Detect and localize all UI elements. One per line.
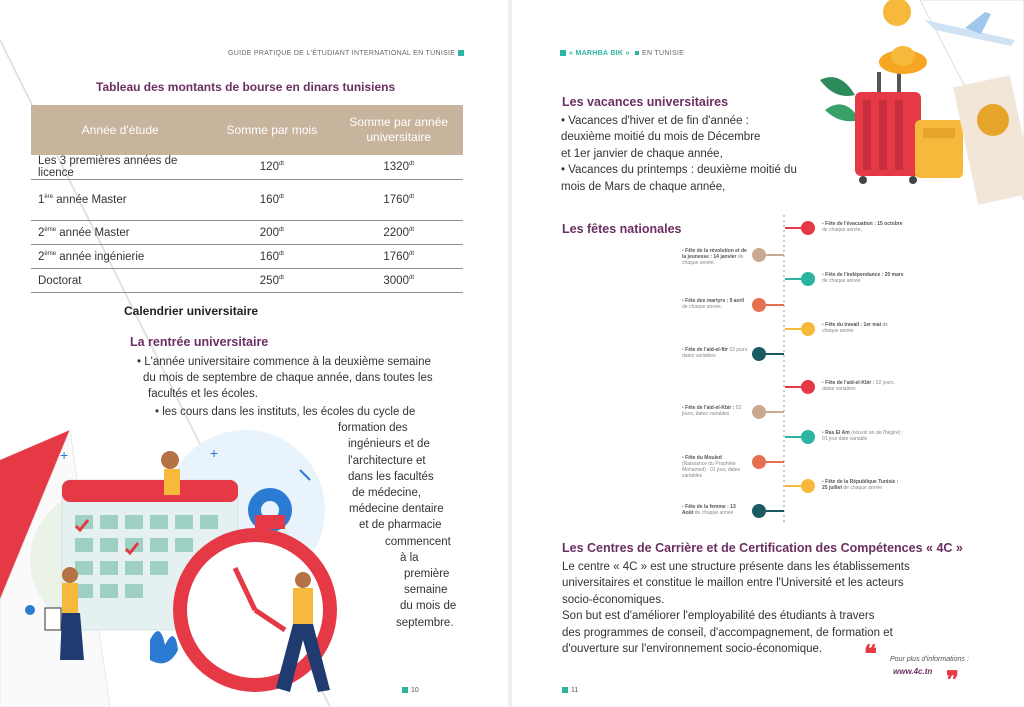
table-row: [31, 155, 463, 180]
holidays-timeline: [670, 215, 910, 525]
timeline-connector: [766, 254, 784, 256]
vacances-title: Les vacances universitaires: [562, 95, 729, 109]
timeline-entry: • Fête de l'évacuation : 15 octobre de chaque année,: [822, 221, 903, 233]
timeline-entry: • Fête de la femme : 13 Août de chaque année: [682, 504, 736, 516]
calendar-title: Calendrier universitaire: [124, 304, 259, 318]
table-cell-month: $200^{dt}$: [209, 221, 334, 245]
page-number-left: 10: [399, 687, 419, 694]
table-row: [31, 180, 463, 221]
vacances-line: deuxième moitié du mois de Décembre: [561, 131, 761, 144]
table-cell-year: 1ère année Master: [31, 180, 209, 221]
table-cell-annual: $1320^{dt}$: [334, 155, 463, 180]
cours-line: septembre.: [396, 616, 454, 629]
centres-line: d'ouverture sur l'environnement socio-économique.: [562, 643, 823, 656]
timeline-connector: [766, 510, 784, 512]
svg-text:+: +: [210, 445, 219, 461]
timeline-entry: • Fête de l'indépendance : 20 mars de chaque année: [822, 272, 904, 284]
timeline-dot: [752, 504, 766, 518]
centres-title: Les Centres de Carrière et de Certification des Compétences « 4C »: [562, 541, 963, 555]
header-square-icon: [560, 50, 566, 56]
timeline-connector: [785, 386, 803, 388]
cours-line: première: [404, 568, 450, 581]
vacances-line: mois de Mars de chaque année,: [561, 180, 726, 193]
quote-close-icon: ❞: [946, 665, 959, 694]
table-title: Tableau des montants de bourse en dinars tunisiens: [96, 80, 396, 94]
table-cell-year: 2ème année ingénierie: [31, 245, 209, 269]
timeline-connector: [766, 461, 784, 463]
info-label: Pour plus d'informations :: [890, 656, 969, 663]
cours-line: du mois de: [400, 600, 457, 613]
timeline-dot: [752, 347, 766, 361]
page-square-icon: [402, 687, 408, 693]
header-brand: « MARHBA BIK »: [569, 50, 630, 57]
timeline-entry: • Fête de la révolution et de la jeunesse : 14 janvier de chaque année,: [682, 248, 747, 266]
timeline-dot: [752, 405, 766, 419]
timeline-connector: [785, 227, 803, 229]
centres-line: Le centre « 4C » est une structure présente dans les établissements: [562, 561, 910, 573]
cours-line: ingénieurs et de: [348, 438, 430, 451]
rentree-line: du mois de septembre de chaque année, dans toutes les: [143, 372, 433, 385]
header-square-icon: [458, 50, 464, 56]
table-header-month: Somme par mois: [209, 105, 334, 155]
timeline-entry: • Fête de l'aid-el-Kbir : 02 jours, dates variables: [822, 380, 895, 392]
timeline-entry: • Fête de l'aid-el-fitr 03 jours dates variables: [682, 347, 748, 359]
scholarship-table: [31, 105, 463, 293]
fetes-title: Les fêtes nationales: [562, 222, 682, 236]
quote-open-icon: ❝: [864, 639, 877, 668]
header-left: GUIDE PRATIQUE DE L'ÉTUDIANT INTERNATIONAL EN TUNISIE: [228, 50, 468, 57]
vacances-line: • Vacances d'hiver et de fin d'année :: [561, 115, 749, 127]
rentree-text: [137, 354, 477, 403]
timeline-dot: [752, 248, 766, 262]
timeline-dot: [801, 272, 815, 286]
cours-line: semaine: [404, 584, 448, 597]
page-square-icon: [562, 687, 568, 693]
table-row: [31, 245, 463, 269]
cours-line: médecine dentaire: [349, 503, 444, 516]
table-row: [31, 221, 463, 245]
cours-line: • les cours dans les instituts, les écoles du cycle de: [155, 406, 416, 418]
table-row: [31, 269, 463, 293]
cours-line: à la: [400, 551, 419, 564]
timeline-entry: • Fête des martyrs : 9 avril de chaque année,: [682, 298, 745, 310]
timeline-connector: [766, 353, 784, 355]
table-cell-year: Doctorat: [31, 269, 209, 293]
timeline-connector: [766, 411, 784, 413]
table-cell-month: $160^{dt}$: [209, 180, 334, 221]
cours-line: commencent: [385, 535, 451, 548]
timeline-connector: [785, 436, 803, 438]
timeline-connector: [766, 304, 784, 306]
cours-line: formation des: [338, 422, 408, 435]
vacances-line: • Vacances du printemps : deuxième moitié du: [561, 164, 797, 177]
cours-line: de médecine,: [352, 487, 422, 500]
table-cell-month: $250^{dt}$: [209, 269, 334, 293]
table-cell-annual: $3000^{dt}$: [334, 269, 463, 293]
cours-line: dans les facultés: [348, 470, 434, 483]
svg-text:+: +: [60, 447, 69, 463]
cours-line: l'architecture et: [348, 454, 426, 467]
cours-text: [0, 404, 470, 631]
timeline-dot: [801, 380, 815, 394]
table-cell-annual: $1760^{dt}$: [334, 245, 463, 269]
timeline-entry: • Fête du Mouled (Naissance du Prophète Mohamed) : 01 jour, dates variables: [682, 455, 741, 479]
rentree-line: facultés et les écoles.: [148, 388, 258, 401]
centres-text: [562, 559, 962, 657]
centres-line: socio-économiques.: [562, 593, 665, 606]
timeline-dot: [752, 455, 766, 469]
timeline-entry: • Fête de la République Tunisie : 25 juillet de chaque année: [822, 479, 899, 491]
timeline-dot: [801, 322, 815, 336]
table-cell-annual: $2200^{dt}$: [334, 221, 463, 245]
timeline-connector: [785, 328, 803, 330]
table-cell-month: $160^{dt}$: [209, 245, 334, 269]
timeline-entry: • Fête du travail : 1er mai de chaque année: [822, 322, 888, 334]
timeline-entry: • Fête de l'aid-el-Kbir : 02 jours, dates variables: [682, 405, 742, 417]
table-cell-annual: $1760^{dt}$: [334, 180, 463, 221]
vacances-text: [561, 113, 841, 195]
timeline-dot: [752, 298, 766, 312]
rentree-line: • L'année universitaire commence à la deuxième semaine: [137, 356, 431, 368]
table-cell-month: $120^{dt}$: [209, 155, 334, 180]
timeline-line: [783, 215, 785, 525]
rentree-title: La rentrée universitaire: [130, 335, 269, 349]
travel-illustration: [815, 0, 1024, 215]
table-cell-year: 2ème année Master: [31, 221, 209, 245]
cours-line: et de pharmacie: [359, 519, 442, 532]
vacances-line: et 1er janvier de chaque année,: [561, 147, 723, 160]
table-header-annual: Somme par année universitaire: [334, 105, 463, 155]
page-number-right: 11: [562, 687, 578, 694]
centres-line: Son but est d'améliorer l'employabilité des étudiants à travers: [562, 610, 875, 623]
table-header-year: Année d'étude: [31, 105, 209, 155]
timeline-entry: • Ras El Am (nouvel an de l'hégire) : 01 jour date variable: [822, 430, 904, 442]
header-square-icon: [635, 51, 639, 55]
info-link[interactable]: www.4c.tn: [893, 667, 933, 676]
timeline-connector: [785, 278, 803, 280]
timeline-dot: [801, 221, 815, 235]
timeline-dot: [801, 430, 815, 444]
timeline-connector: [785, 485, 803, 487]
centres-line: des programmes de conseil, d'accompagnement, de formation et: [562, 626, 893, 639]
timeline-dot: [801, 479, 815, 493]
header-right: « MARHBA BIK » EN TUNISIE: [560, 50, 684, 57]
centres-line: universitaires et constitue le maillon entre l'Université et les acteurs: [562, 577, 904, 590]
table-cell-year: Les 3 premières années de licence: [31, 155, 209, 180]
